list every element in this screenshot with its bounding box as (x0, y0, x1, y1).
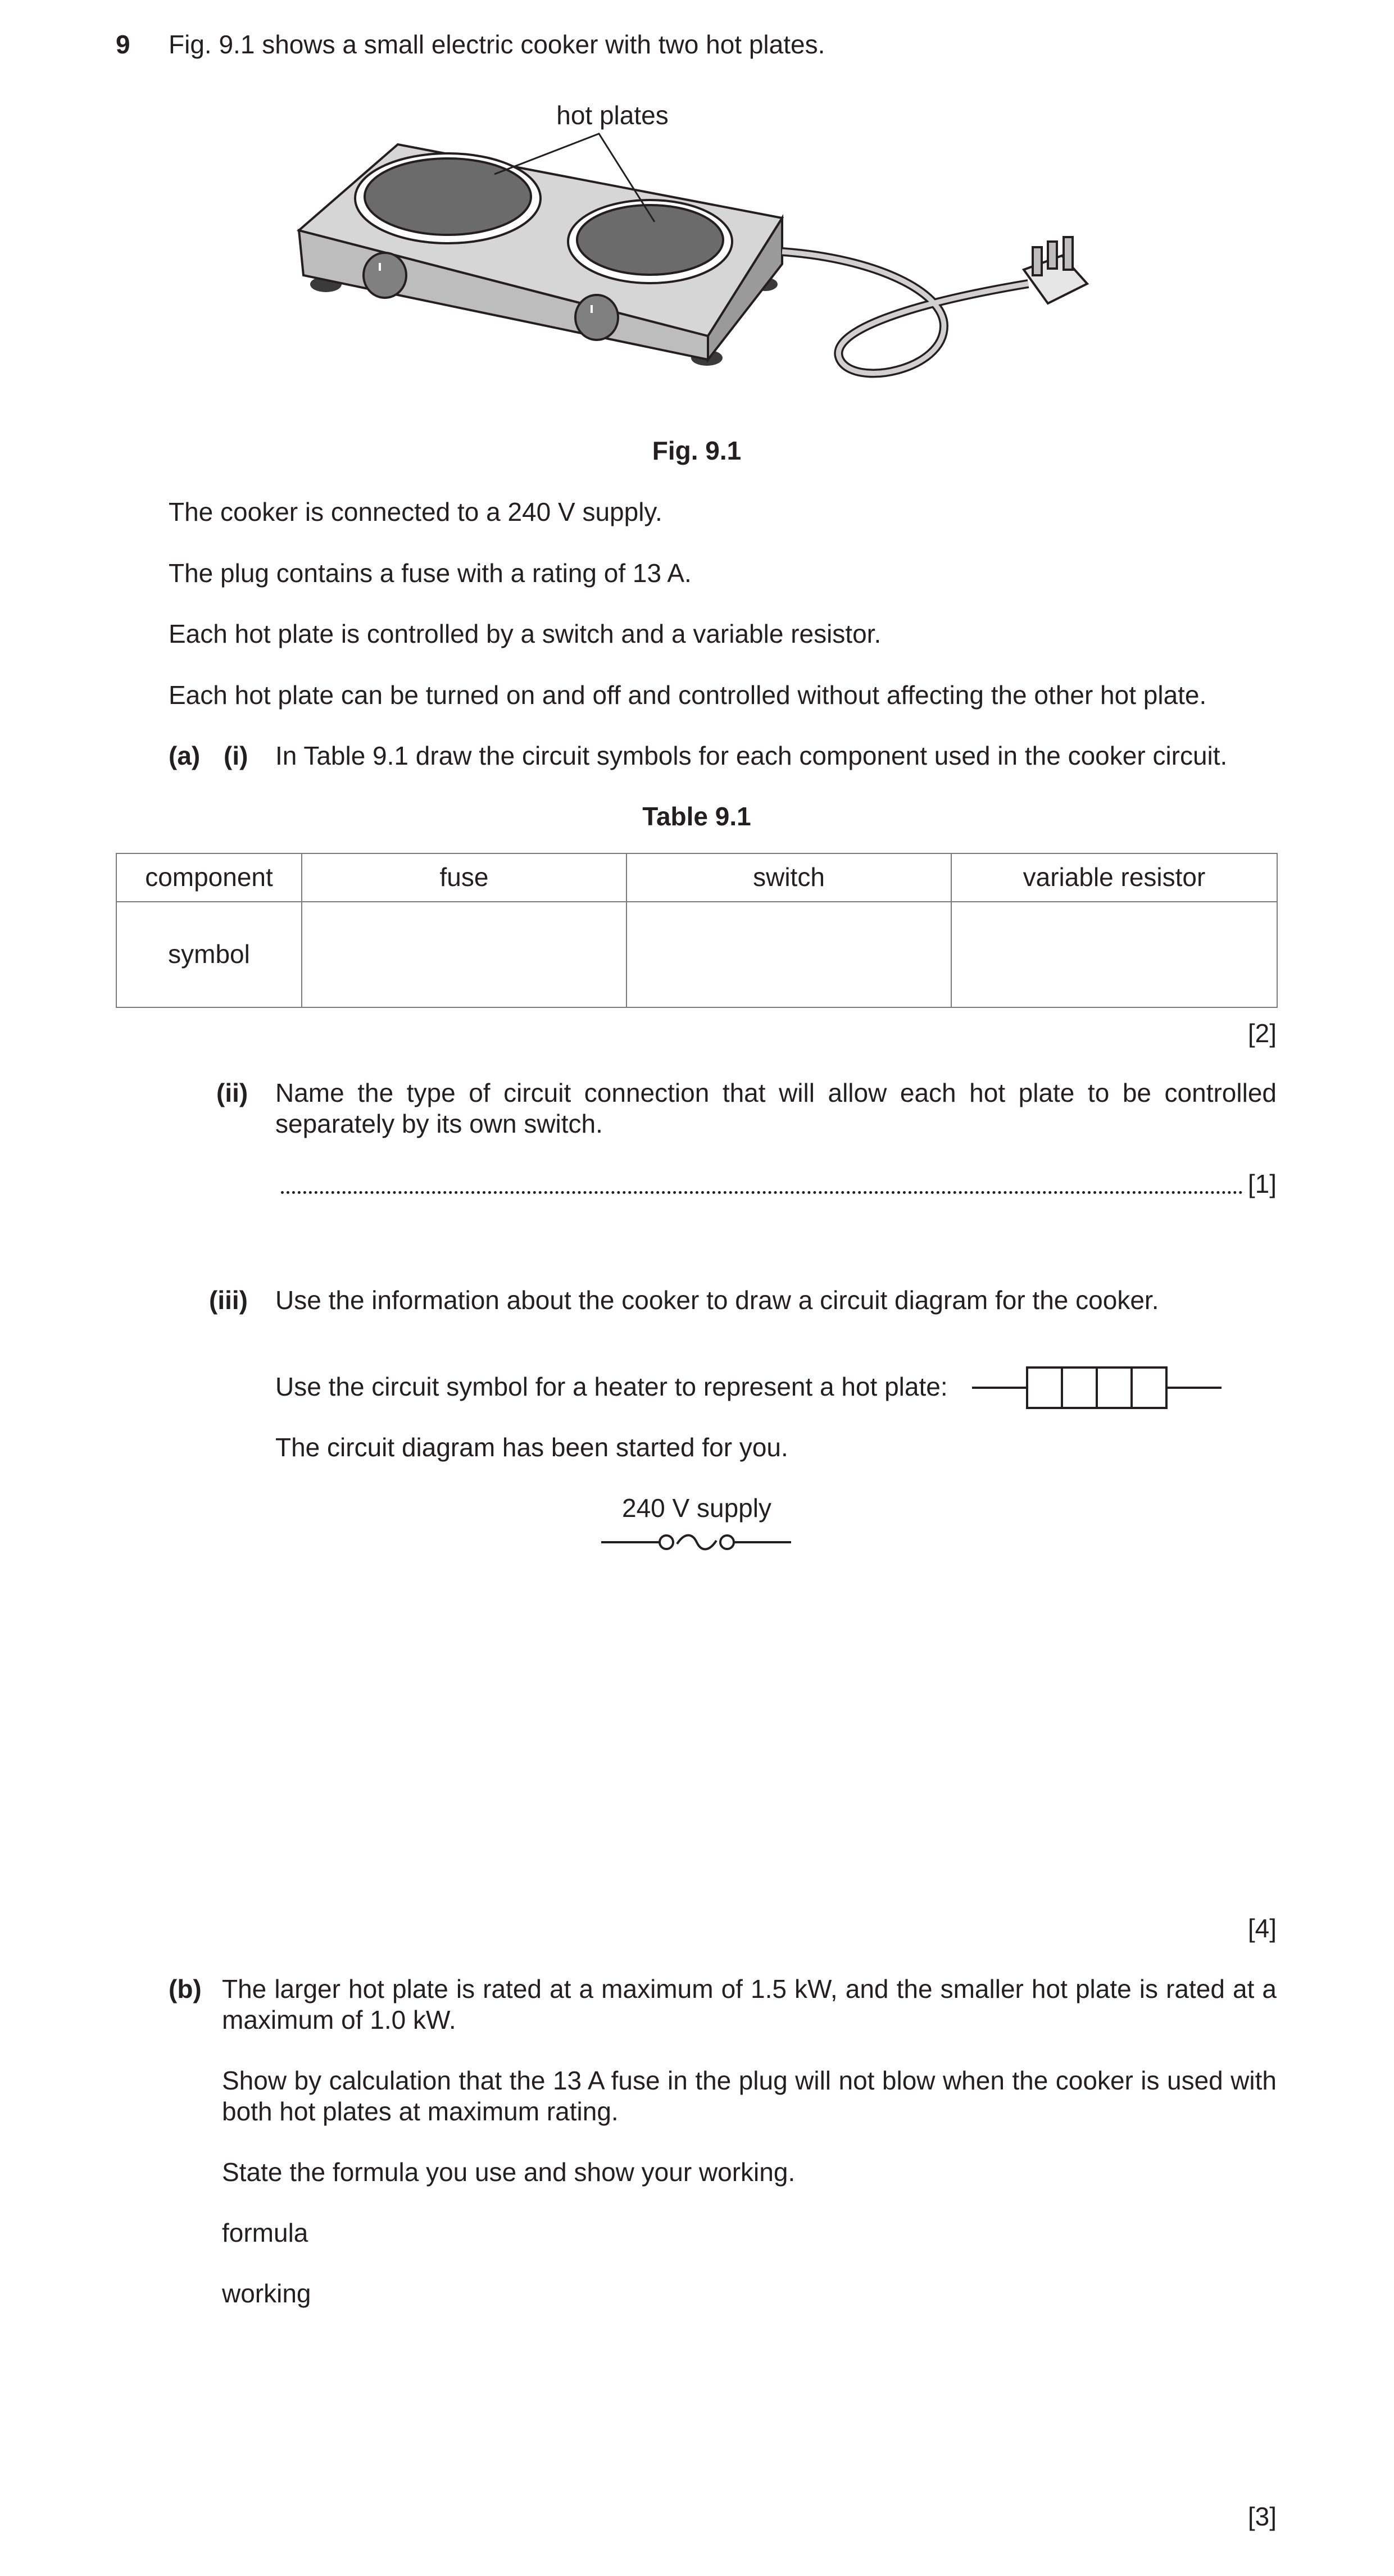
info-independent: Each hot plate can be turned on and off and controlled without affecting the other hot plate. (169, 680, 1207, 710)
part-b-text-calculation: Show by calculation that the 13 A fuse in the plug will not blow when the cooker is used with both hot plates at maximum rating. (222, 2066, 1277, 2126)
question-intro: Fig. 9.1 shows a small electric cooker with two hot plates. (169, 30, 825, 59)
part-a-ii-text: Name the type of circuit connection that will allow each hot plate to be controlled separately by its own switch. (275, 1078, 1277, 1138)
part-a-ii-answer-line[interactable] (281, 1169, 1243, 1194)
switch-symbol-cell[interactable] (626, 902, 951, 1007)
part-a-iii-text: Use the information about the cooker to draw a circuit diagram for the cooker. (275, 1285, 1159, 1315)
circuit-drawing-area[interactable] (236, 1568, 1191, 1882)
fuse-symbol-cell[interactable] (302, 902, 626, 1007)
part-a-label: (a) (169, 741, 201, 770)
question-number: 9 (116, 30, 130, 59)
part-a-i-text: In Table 9.1 draw the circuit symbols for each component used in the cooker circuit. (275, 741, 1228, 770)
table-caption: Table 9.1 (642, 802, 751, 831)
part-a-i-marks: [2] (1247, 1019, 1277, 1048)
info-supply: The cooker is connected to a 240 V supply. (169, 497, 662, 526)
supply-label: 240 V supply (622, 1493, 771, 1523)
working-answer-area[interactable] (222, 2315, 1277, 2483)
ac-supply-symbol (601, 1528, 792, 1556)
part-a-iii-label: (iii) (209, 1285, 248, 1315)
table-header-fuse: fuse (302, 853, 626, 902)
table-header-switch: switch (626, 853, 951, 902)
hot-plates-label: hot plates (556, 101, 669, 130)
info-fuse: The plug contains a fuse with a rating of 13 A. (169, 558, 692, 588)
cooker-illustration (0, 0, 1394, 393)
part-b-label: (b) (169, 1974, 202, 2003)
heater-symbol (972, 1365, 1225, 1410)
table-row-label-symbol: symbol (116, 902, 302, 1007)
heater-instruction: Use the circuit symbol for a heater to represent a hot plate: (275, 1372, 948, 1401)
started-note: The circuit diagram has been started for you. (275, 1433, 788, 1462)
variable-resistor-symbol-cell[interactable] (951, 902, 1277, 1007)
info-switch: Each hot plate is controlled by a switch and a variable resistor. (169, 619, 882, 648)
part-a-ii-marks: [1] (1247, 1169, 1277, 1198)
part-a-ii-label: (ii) (216, 1078, 248, 1107)
symbols-table (116, 853, 1278, 1008)
part-b-text-formula-instruction: State the formula you use and show your working. (222, 2157, 796, 2187)
part-b-marks: [3] (1247, 2502, 1277, 2531)
figure-caption: Fig. 9.1 (652, 436, 742, 465)
table-header-variable-resistor: variable resistor (951, 853, 1277, 902)
formula-label: formula (222, 2218, 308, 2247)
part-b-text-rating: The larger hot plate is rated at a maximum of 1.5 kW, and the smaller hot plate is rated at a maximum of 1.0 kW. (222, 1974, 1277, 2034)
working-label: working (222, 2279, 311, 2308)
part-a-i-label: (i) (224, 741, 248, 770)
part-a-iii-marks: [4] (1247, 1914, 1277, 1943)
table-header-component: component (116, 853, 302, 902)
